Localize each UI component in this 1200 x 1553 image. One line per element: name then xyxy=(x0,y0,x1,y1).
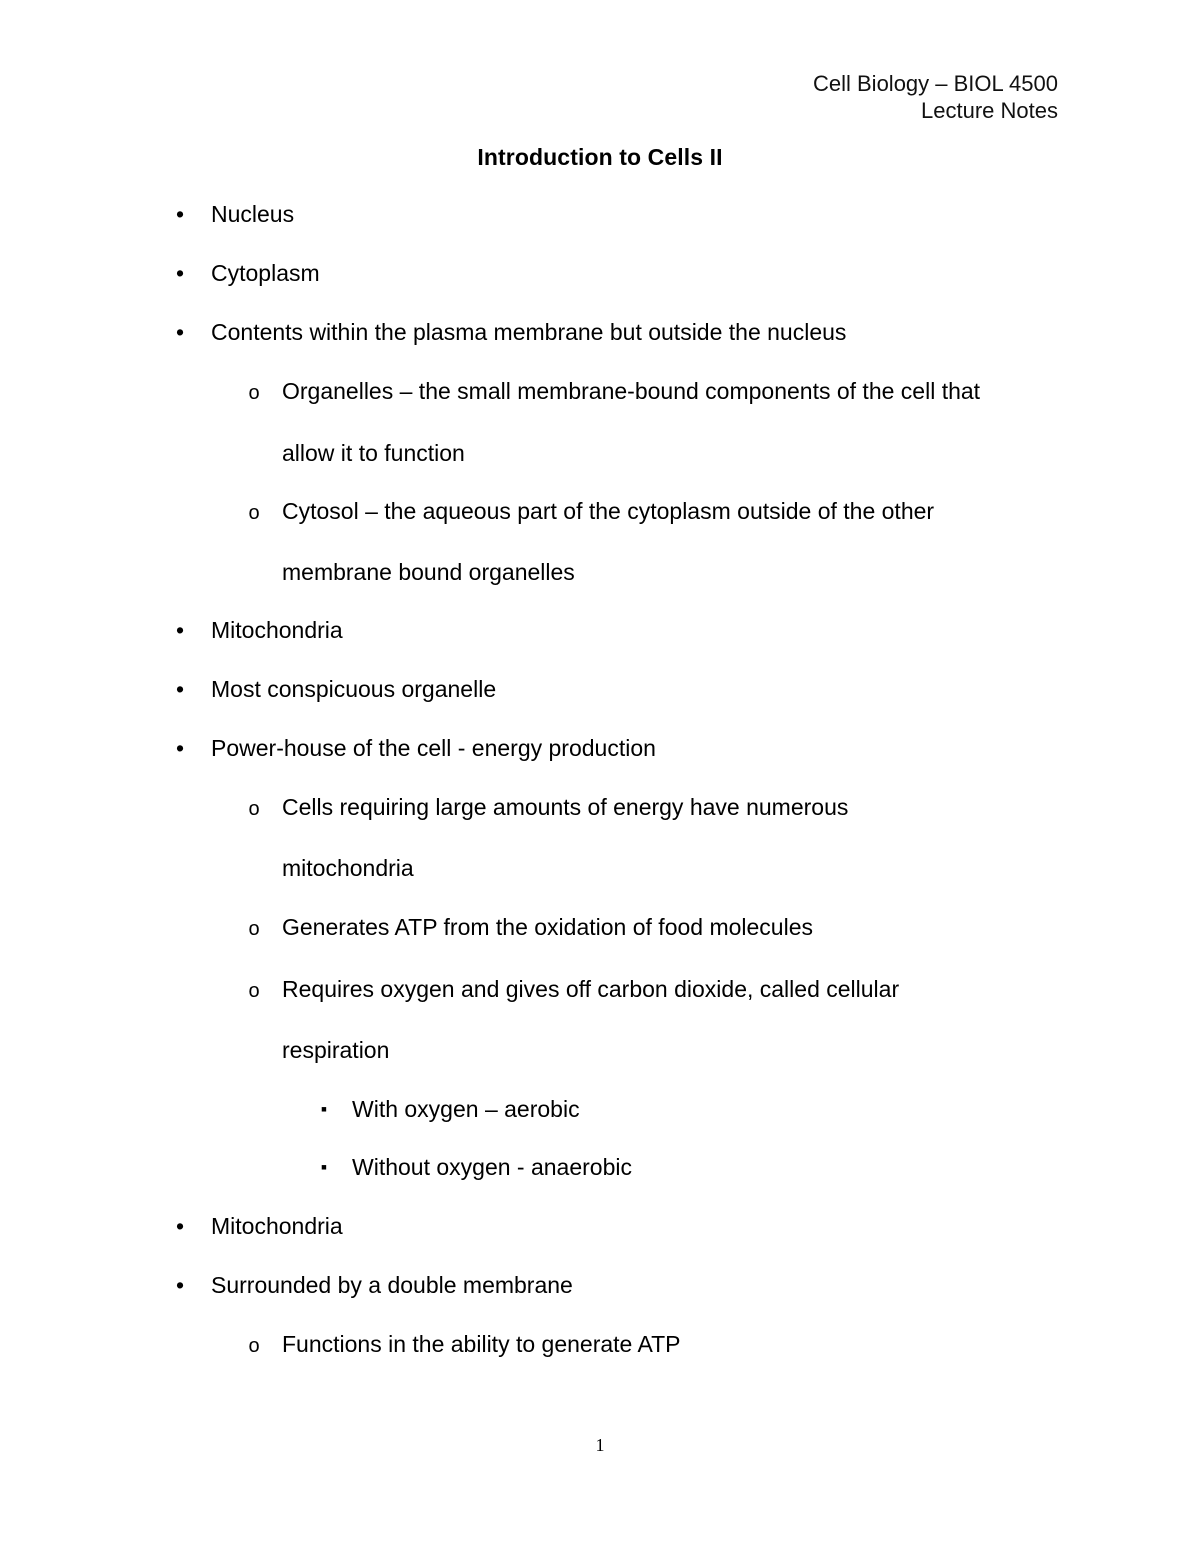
outline-item-level-1: Mitochondria xyxy=(211,617,343,643)
outline-item-level-2: Cells requiring large amounts of energy have numerous xyxy=(282,794,849,820)
bullet-marker-level-2: o xyxy=(248,382,260,404)
outline-item-level-3: With oxygen – aerobic xyxy=(352,1096,580,1122)
bullet-marker-level-2: o xyxy=(248,502,260,524)
page-number: 1 xyxy=(595,1435,605,1455)
bullet-marker-level-1: • xyxy=(175,1213,185,1239)
bullet-marker-level-2: o xyxy=(248,798,260,820)
bullet-marker-level-1: • xyxy=(175,617,185,643)
page-header xyxy=(813,70,1058,124)
course-name: Cell Biology – BIOL 4500 xyxy=(813,71,1058,96)
outline-item-continuation: allow it to function xyxy=(282,440,465,466)
outline-item-level-2: Organelles – the small membrane-bound components of the cell that xyxy=(282,378,981,404)
bullet-marker-level-1: • xyxy=(175,319,185,345)
bullet-marker-level-2: o xyxy=(248,1335,260,1357)
outline-item-continuation: respiration xyxy=(282,1037,390,1063)
outline-item-continuation: membrane bound organelles xyxy=(282,559,575,585)
document-type: Lecture Notes xyxy=(921,98,1058,123)
bullet-marker-level-1: • xyxy=(175,201,185,227)
outline-item-level-1: Power-house of the cell - energy production xyxy=(211,735,656,761)
outline-item-level-1: Nucleus xyxy=(211,201,295,227)
page-title: Introduction to Cells II xyxy=(477,144,723,170)
outline-item-level-3: Without oxygen - anaerobic xyxy=(352,1154,632,1180)
bullet-marker-level-1: • xyxy=(175,1272,185,1298)
bullet-marker-level-3: ▪ xyxy=(320,1157,328,1177)
bullet-marker-level-3: ▪ xyxy=(320,1099,328,1119)
outline-item-level-2: Generates ATP from the oxidation of food molecules xyxy=(282,914,813,940)
bullet-marker-level-2: o xyxy=(248,980,260,1002)
outline-item-level-2: Cytosol – the aqueous part of the cytoplasm outside of the other xyxy=(282,498,935,524)
bullet-marker-level-1: • xyxy=(175,260,185,286)
outline-item-level-1: Surrounded by a double membrane xyxy=(211,1272,573,1298)
outline-item-level-1: Mitochondria xyxy=(211,1213,343,1239)
outline-item-level-2: Requires oxygen and gives off carbon dioxide, called cellular xyxy=(282,976,900,1002)
outline-item-continuation: mitochondria xyxy=(282,855,414,881)
outline-item-level-1: Most conspicuous organelle xyxy=(211,676,497,702)
outline-item-level-1: Contents within the plasma membrane but outside the nucleus xyxy=(211,319,847,345)
outline-item-level-1: Cytoplasm xyxy=(211,260,320,286)
bullet-marker-level-2: o xyxy=(248,918,260,940)
bullet-marker-level-1: • xyxy=(175,735,185,761)
bullet-marker-level-1: • xyxy=(175,676,185,702)
outline-item-level-2: Functions in the ability to generate ATP xyxy=(282,1331,681,1357)
